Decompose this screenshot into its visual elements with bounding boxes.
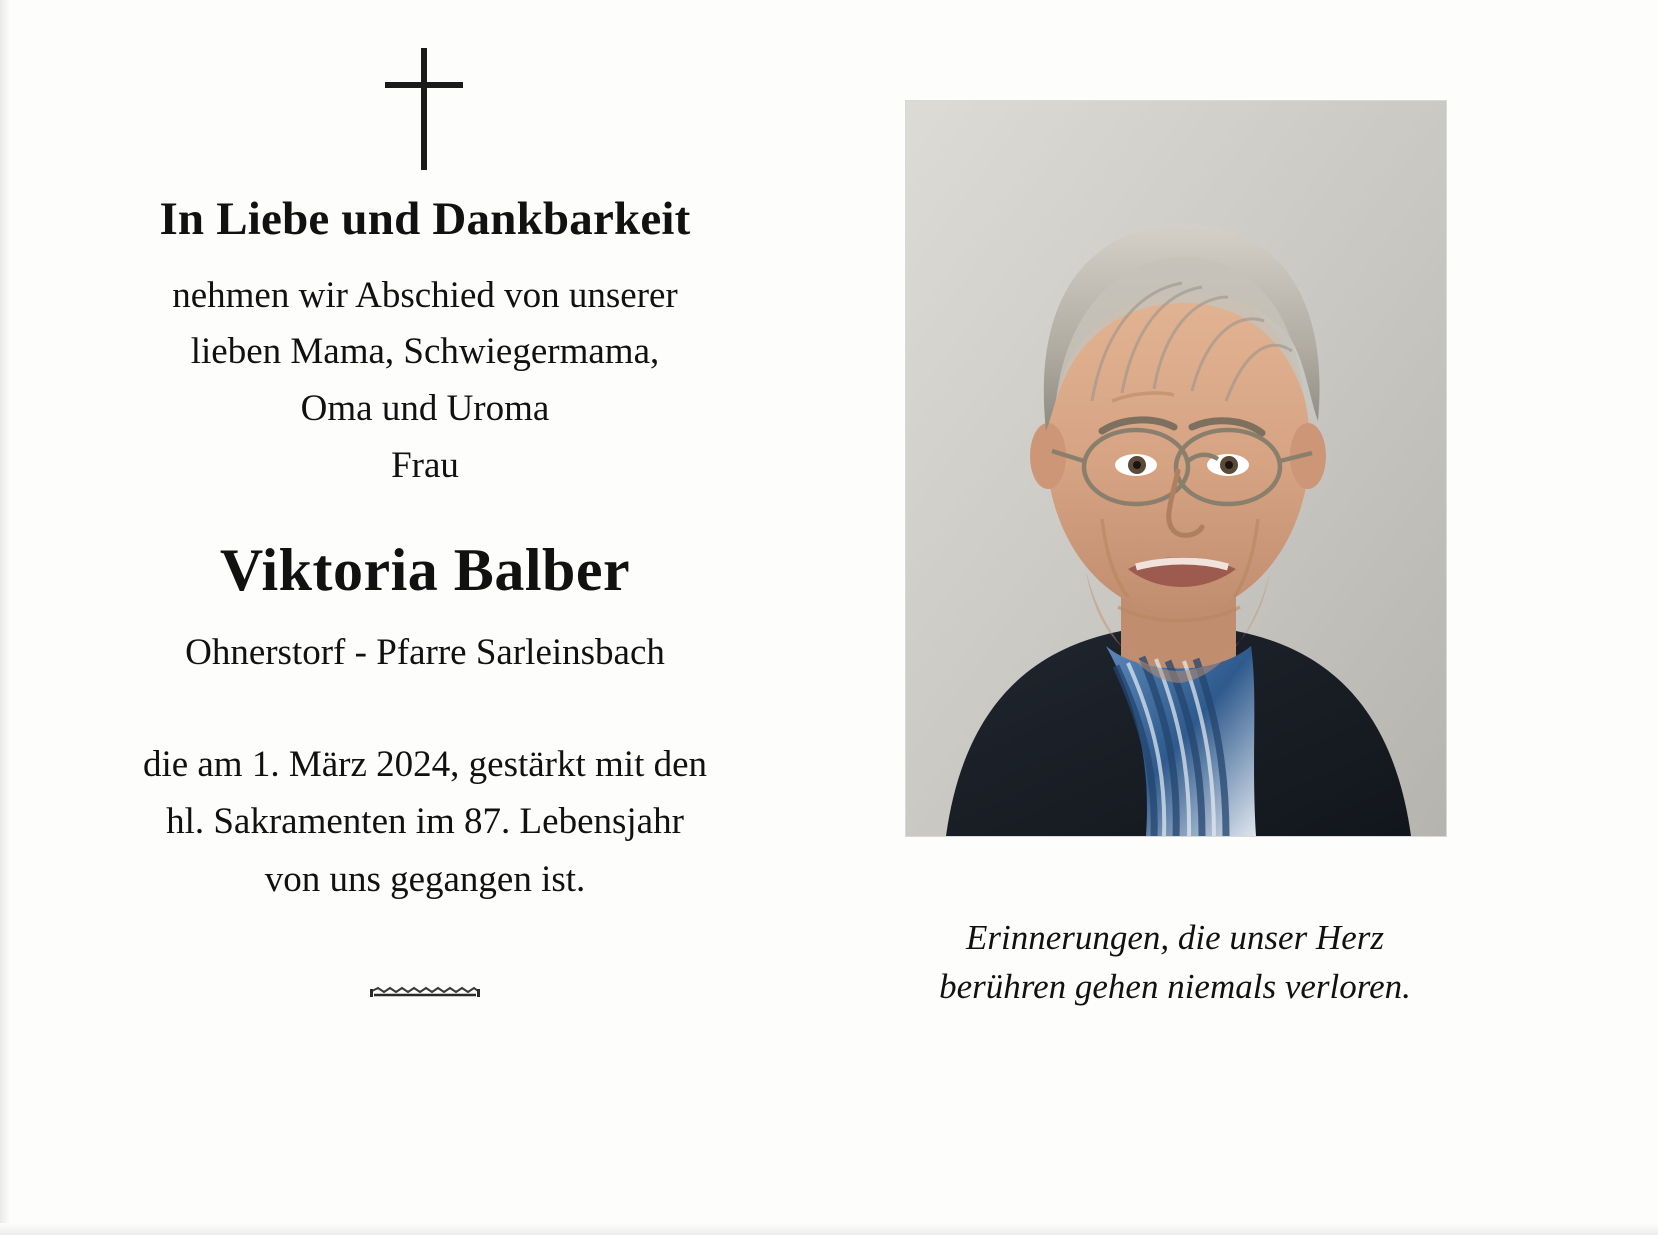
intro-line-1: nehmen wir Abschied von unserer: [172, 274, 678, 316]
scan-edge-bottom: [0, 1223, 1658, 1235]
quote-line-1: Erinnerungen, die unser Herz: [965, 918, 1384, 957]
text-column: [30, 40, 820, 1004]
intro-text: [30, 268, 820, 494]
parish-place: Ohnerstorf - Pfarre Sarleinsbach: [185, 632, 665, 674]
passage-line-3: von uns gegangen ist.: [264, 858, 586, 900]
intro-line-2: lieben Mama, Schwiegermama,: [190, 331, 660, 373]
passage-line-2: hl. Sakramenten im 87. Lebensjahr: [166, 801, 684, 843]
memorial-quote: [905, 913, 1445, 1011]
intro-line-4: Frau: [391, 444, 459, 486]
intro-line-3: Oma und Uroma: [300, 387, 550, 429]
cross-icon: [30, 40, 820, 170]
scan-edge-left: [0, 0, 10, 1235]
deceased-name: Viktoria Balber: [219, 537, 631, 604]
passage-line-1: die am 1. März 2024, gestärkt mit den: [142, 744, 708, 786]
passing-text: [30, 736, 820, 908]
portrait-photo: [905, 100, 1447, 837]
page-title: In Liebe und Dankbarkeit: [159, 193, 691, 245]
ornament-divider-icon: [30, 978, 820, 1004]
photo-column: [905, 100, 1445, 1011]
quote-line-2: berühren gehen niemals verloren.: [939, 967, 1411, 1006]
